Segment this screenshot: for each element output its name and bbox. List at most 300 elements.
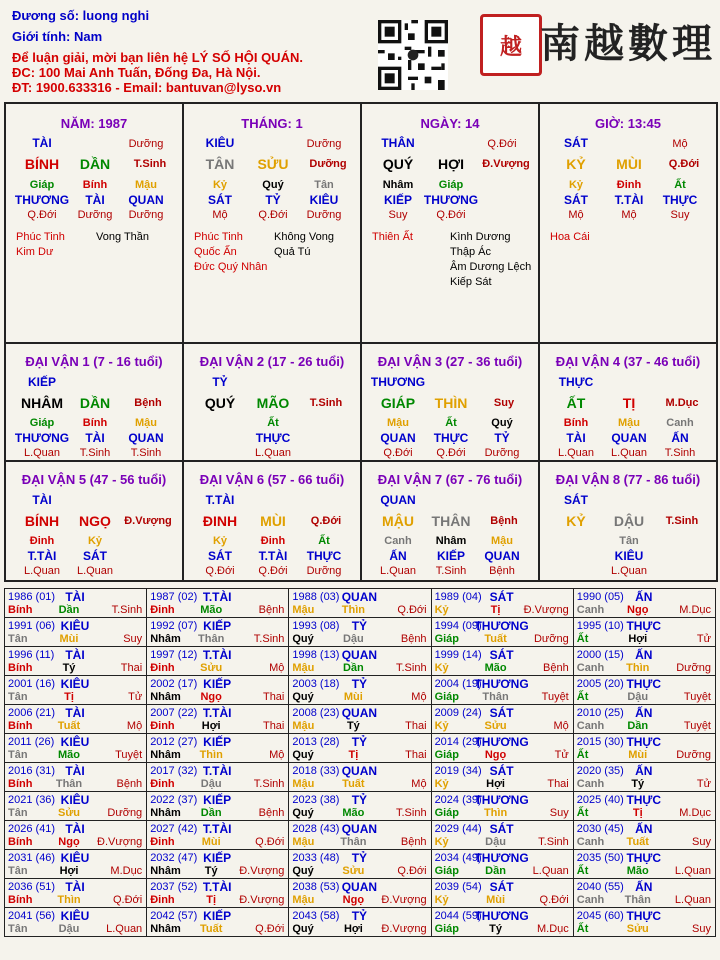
- year-label: 1988 (03): [292, 591, 340, 603]
- hidden-ts: L.Quan: [23, 565, 61, 577]
- year-row: [5, 908, 716, 937]
- hidden-ts: Mộ: [212, 209, 228, 221]
- year-star: THƯƠNG: [474, 851, 529, 865]
- dai-van-cell: [361, 343, 539, 461]
- year-cell: [431, 705, 573, 734]
- dai-van-title: ĐẠI VẬN 1 (7 - 16 tuổi): [25, 354, 163, 369]
- year-cell: [431, 589, 573, 618]
- year-stem: Nhâm: [150, 691, 181, 703]
- year-star: THỰC: [626, 619, 662, 633]
- pillar-title: NĂM: 1987: [60, 116, 128, 131]
- bad-star: Quả Tú: [274, 246, 311, 258]
- pillar-ts-branch: Dưỡng: [309, 158, 347, 170]
- hidden-ts: T.Sinh: [664, 447, 696, 459]
- year-label: 2022 (37): [150, 794, 198, 806]
- year-label: 2034 (49): [434, 852, 482, 864]
- good-star: Phúc Tinh: [16, 231, 65, 243]
- year-star: TỶ: [351, 677, 368, 691]
- year-label: 2017 (32): [150, 765, 198, 777]
- year-cell: [289, 589, 431, 618]
- year-cell: [5, 589, 147, 618]
- pillar-ts-branch: Q.Đới: [668, 158, 700, 170]
- year-label: 1992 (07): [150, 620, 198, 632]
- dai-van-star: SÁT: [564, 493, 588, 507]
- year-row: [5, 589, 716, 618]
- year-ts: L.Quan: [532, 865, 569, 877]
- hidden-stem: Kỷ: [212, 179, 228, 191]
- pillar-main-star: SÁT: [564, 136, 588, 150]
- year-ts: Suy: [692, 923, 711, 935]
- hidden-ts: L.Quan: [23, 447, 61, 459]
- dai-van-ts: Suy: [493, 397, 515, 409]
- year-row: [5, 618, 716, 647]
- hidden-ts: Q.Đới: [436, 209, 466, 221]
- hidden-star: TỶ: [494, 431, 510, 445]
- year-label: 2011 (26): [8, 736, 55, 748]
- year-label: 2009 (24): [434, 707, 482, 719]
- year-stem: Bính: [8, 720, 33, 732]
- year-label: 2033 (48): [292, 852, 340, 864]
- year-ts: Thai: [405, 720, 427, 732]
- year-cell: [147, 792, 289, 821]
- hidden-star: THỰC: [306, 549, 342, 563]
- hidden-star: KIẾP: [436, 549, 466, 563]
- year-branch: Tuất: [199, 923, 223, 935]
- year-stem: Đinh: [150, 894, 175, 906]
- dai-van-star: T.TÀI: [205, 493, 235, 507]
- year-cell: [147, 705, 289, 734]
- year-stem: Canh: [576, 778, 605, 790]
- bad-star: Kiếp Sát: [450, 276, 492, 288]
- year-ts: Bệnh: [543, 662, 569, 674]
- year-branch: Sửu: [200, 662, 223, 674]
- year-star: SÁT: [489, 706, 514, 720]
- year-stem: Kỷ: [434, 720, 449, 732]
- year-star: SÁT: [489, 590, 514, 604]
- year-cell: [147, 908, 289, 937]
- year-label: 2007 (22): [150, 707, 198, 719]
- year-branch: Mão: [626, 865, 649, 877]
- year-label: 1987 (02): [150, 591, 198, 603]
- dai-van-title: ĐẠI VẬN 7 (67 - 76 tuổi): [377, 472, 523, 487]
- year-label: 2040 (55): [576, 881, 624, 893]
- red-seal-stamp: 越: [480, 14, 542, 76]
- year-ts: Q.Đới: [539, 894, 569, 906]
- year-ts: Mộ: [269, 749, 285, 761]
- year-branch: Sửu: [57, 807, 81, 819]
- year-branch: Dậu: [58, 923, 80, 935]
- hidden-ts: T.Sinh: [79, 447, 111, 459]
- year-cell: [573, 792, 715, 821]
- hidden-star: ẤN: [389, 549, 407, 563]
- hidden-stem: Mậu: [491, 535, 513, 547]
- hidden-star: SÁT: [83, 549, 107, 563]
- hidden-star: T.TÀI: [614, 193, 644, 207]
- hidden-ts: Bệnh: [489, 565, 515, 577]
- year-cell: [289, 792, 431, 821]
- year-ts: Tử: [554, 749, 569, 761]
- year-label: 1996 (11): [8, 649, 55, 661]
- year-ts: Suy: [123, 633, 143, 645]
- year-stem: Ất: [576, 865, 589, 877]
- year-label: 2001 (16): [8, 678, 56, 690]
- hidden-stem: Đinh: [29, 535, 55, 547]
- year-star: QUAN: [341, 880, 378, 894]
- year-branch: Tuất: [484, 633, 507, 645]
- year-star: KIẾP: [203, 851, 232, 865]
- year-ts: Thai: [262, 720, 285, 732]
- year-label: 2005 (20): [576, 678, 624, 690]
- year-stem: Giáp: [434, 633, 460, 645]
- hidden-stem: Mậu: [135, 179, 157, 191]
- year-row: [5, 676, 716, 705]
- year-ts: L.Quan: [674, 894, 711, 906]
- pillar-branch: MÙI: [616, 156, 642, 172]
- pillar-cell: [539, 103, 717, 343]
- hidden-stem: Quý: [262, 179, 284, 191]
- year-stem: Giáp: [434, 923, 460, 935]
- year-ts: Bệnh: [400, 836, 427, 848]
- year-star: TỶ: [351, 851, 368, 865]
- hidden-stem: Canh: [384, 535, 412, 547]
- hidden-ts: Q.Đới: [258, 565, 288, 577]
- phone-email: ĐT: 1900.633316 - Email: bantuvan@lyso.vn: [12, 80, 282, 95]
- year-cell: [5, 618, 147, 647]
- year-label: 2016 (31): [8, 765, 56, 777]
- year-cell: [5, 647, 147, 676]
- year-branch: Mão: [342, 807, 365, 819]
- hidden-stem: Giáp: [29, 417, 55, 429]
- year-branch: Tý: [489, 923, 502, 935]
- year-star: THƯƠNG: [474, 909, 529, 923]
- dai-van-star: KIẾP: [27, 375, 57, 389]
- year-ts: Bệnh: [400, 633, 427, 645]
- year-stem: Ất: [576, 633, 589, 645]
- pillar-stem: TÂN: [205, 156, 235, 172]
- dai-van-ts: Q.Đới: [310, 515, 342, 527]
- good-star: Thiên Ất: [372, 231, 413, 243]
- dai-van-cell: [183, 343, 361, 461]
- year-cell: [573, 763, 715, 792]
- pillar-ts-branch: Đ.Vượng: [482, 158, 530, 170]
- year-star: KIẾP: [203, 677, 232, 691]
- year-ts: M.Dục: [679, 604, 711, 616]
- dai-van-stem: ĐINH: [202, 513, 238, 529]
- year-stem: Nhâm: [150, 749, 181, 761]
- year-stem: Quý: [292, 749, 314, 761]
- year-cell: [573, 908, 715, 937]
- hidden-ts: Dưỡng: [77, 209, 113, 221]
- year-stem: Mậu: [292, 720, 315, 732]
- year-star: TÀI: [65, 764, 85, 778]
- year-cell: [431, 792, 573, 821]
- year-ts: T.Sinh: [253, 778, 285, 790]
- hidden-ts: Suy: [388, 209, 408, 221]
- year-star: TỶ: [351, 619, 368, 633]
- year-stem: Bính: [8, 836, 33, 848]
- year-branch: Thìn: [341, 604, 365, 616]
- year-branch: Ngọ: [58, 836, 80, 848]
- year-stem: Kỷ: [434, 778, 449, 790]
- year-cell: [431, 821, 573, 850]
- year-star: ẤN: [635, 764, 653, 778]
- pillar-ts-top: Q.Đới: [487, 138, 517, 150]
- hidden-ts: L.Quan: [76, 565, 114, 577]
- hidden-star: SÁT: [564, 193, 588, 207]
- year-branch: Tị: [206, 894, 217, 906]
- year-cell: [431, 850, 573, 879]
- year-ts: Q.Đới: [397, 865, 427, 877]
- year-stem: Mậu: [292, 836, 315, 848]
- hidden-star: SÁT: [208, 193, 232, 207]
- year-cell: [289, 879, 431, 908]
- year-star: KIÊU: [60, 735, 90, 749]
- chart-main: [4, 102, 718, 582]
- year-label: 2025 (40): [576, 794, 624, 806]
- year-row: [5, 821, 716, 850]
- year-branch: Mùi: [628, 749, 648, 761]
- year-star: T.TÀI: [202, 706, 232, 720]
- dai-van-stem: QUÝ: [204, 395, 236, 411]
- pillar-cell: [361, 103, 539, 343]
- year-label: 2035 (50): [576, 852, 624, 864]
- year-star: T.TÀI: [202, 590, 232, 604]
- year-ts: Đ.Vượng: [381, 894, 427, 906]
- pillar-ts-top: Dưỡng: [306, 138, 342, 150]
- hidden-star: QUAN: [128, 193, 164, 207]
- year-ts: Tuyệt: [683, 720, 711, 732]
- year-stem: Giáp: [434, 807, 460, 819]
- year-stem: Nhâm: [150, 923, 181, 935]
- year-branch: Mùi: [343, 691, 363, 703]
- year-cell: [573, 734, 715, 763]
- hidden-ts: T.Sinh: [435, 565, 467, 577]
- year-stem: Tân: [8, 923, 28, 935]
- year-cell: [289, 647, 431, 676]
- hidden-stem: Mậu: [618, 417, 640, 429]
- year-ts: M.Dục: [679, 807, 711, 819]
- year-ts: M.Dục: [536, 923, 569, 935]
- pillar-ts-top: Mộ: [672, 138, 688, 150]
- year-cell: [147, 589, 289, 618]
- year-stem: Ất: [576, 691, 589, 703]
- year-cell: [5, 821, 147, 850]
- year-star: QUAN: [341, 590, 378, 604]
- year-branch: Tị: [348, 749, 359, 761]
- year-cell: [289, 763, 431, 792]
- year-label: 2023 (38): [292, 794, 340, 806]
- hidden-stem: Kỷ: [87, 535, 103, 547]
- hidden-ts: L.Quan: [610, 447, 648, 459]
- dai-van-star: TÀI: [32, 493, 52, 507]
- hidden-star: TÀI: [85, 193, 105, 207]
- year-star: THỰC: [626, 851, 662, 865]
- year-cell: [431, 908, 573, 937]
- year-branch: Tý: [631, 778, 645, 790]
- year-branch: Dần: [200, 807, 222, 819]
- year-branch: Tị: [632, 807, 643, 819]
- year-branch: Tý: [346, 720, 360, 732]
- hidden-star: THỰC: [255, 431, 291, 445]
- year-stem: Giáp: [434, 749, 460, 761]
- year-branch: Dậu: [342, 633, 364, 645]
- hidden-stem: Giáp: [29, 179, 55, 191]
- owner-name: Đương số: luong nghi: [12, 8, 150, 23]
- hidden-stem: Ất: [445, 417, 457, 429]
- year-branch: Tuất: [626, 836, 649, 848]
- year-cell: [573, 821, 715, 850]
- year-star: SÁT: [489, 648, 514, 662]
- year-branch: Mão: [484, 662, 507, 674]
- year-label: 2020 (35): [576, 765, 624, 777]
- dai-van-branch: DẦN: [79, 395, 111, 411]
- hidden-star: TÀI: [85, 431, 105, 445]
- year-ts: Đ.Vượng: [523, 604, 569, 616]
- year-ts: Mộ: [411, 691, 427, 703]
- year-branch: Thân: [55, 778, 83, 790]
- hidden-ts: T.Sinh: [130, 447, 162, 459]
- pillar-title: NGÀY: 14: [420, 116, 480, 131]
- year-cell: [147, 676, 289, 705]
- pillar-ts-branch: T.Sinh: [133, 158, 167, 170]
- dai-van-cell: [361, 461, 539, 581]
- year-stem: Canh: [576, 836, 605, 848]
- year-stem: Nhâm: [150, 633, 181, 645]
- year-label: 2043 (58): [292, 910, 340, 922]
- dai-van-stem: GIÁP: [380, 395, 416, 411]
- hidden-star: QUAN: [128, 431, 164, 445]
- year-stem: Bính: [8, 778, 33, 790]
- dai-van-ts: Bệnh: [490, 515, 518, 527]
- hidden-stem: Đinh: [616, 179, 642, 191]
- year-star: QUAN: [341, 706, 378, 720]
- dai-van-ts: M.Dục: [665, 397, 699, 409]
- year-label: 2045 (60): [576, 910, 624, 922]
- year-label: 2039 (54): [434, 881, 482, 893]
- hidden-star: SÁT: [208, 549, 232, 563]
- year-stem: Nhâm: [150, 865, 181, 877]
- year-branch: Ngọ: [342, 894, 365, 906]
- hidden-star: THỰC: [433, 431, 469, 445]
- year-branch: Dần: [342, 662, 364, 674]
- year-stem: Bính: [8, 604, 33, 616]
- year-cell: [431, 879, 573, 908]
- year-label: 2010 (25): [576, 707, 624, 719]
- hidden-ts: Dưỡng: [306, 565, 342, 577]
- year-star: TÀI: [65, 648, 85, 662]
- year-stem: Quý: [292, 807, 314, 819]
- year-branch: Tị: [490, 604, 501, 616]
- year-ts: L.Quan: [106, 923, 143, 935]
- header-info: [12, 8, 303, 95]
- year-label: 1993 (08): [292, 620, 340, 632]
- year-star: KIÊU: [60, 619, 90, 633]
- dai-van-title: ĐẠI VẬN 2 (17 - 26 tuổi): [199, 354, 345, 369]
- dai-van-cell: [5, 461, 183, 581]
- dai-van-ts: T.Sinh: [309, 397, 343, 409]
- dai-van-cell: [539, 461, 717, 581]
- year-ts: Suy: [549, 807, 569, 819]
- year-ts: Thai: [262, 691, 285, 703]
- hidden-stem: Kỷ: [212, 535, 228, 547]
- year-stem: Bính: [8, 894, 33, 906]
- year-star: THƯƠNG: [474, 619, 529, 633]
- year-stem: Quý: [292, 691, 314, 703]
- hidden-ts: Q.Đới: [27, 209, 57, 221]
- good-star: Đức Quý Nhân: [194, 261, 268, 273]
- year-branch: Thìn: [483, 807, 508, 819]
- year-label: 2044 (59): [434, 910, 482, 922]
- year-star: TỶ: [351, 793, 368, 807]
- year-row: [5, 705, 716, 734]
- hidden-ts: Q.Đới: [436, 447, 466, 459]
- year-label: 2002 (17): [150, 678, 198, 690]
- year-ts: Bệnh: [258, 604, 285, 616]
- hidden-ts: Mộ: [621, 209, 637, 221]
- year-label: 2018 (33): [292, 765, 340, 777]
- year-label: 2026 (41): [8, 823, 56, 835]
- year-stem: Quý: [292, 923, 314, 935]
- year-star: THỰC: [626, 677, 662, 691]
- dai-van-cell: [183, 461, 361, 581]
- hidden-stem: Bính: [563, 417, 589, 429]
- year-star: TÀI: [65, 880, 85, 894]
- year-branch: Dần: [627, 720, 649, 732]
- dai-van-stem: ẤT: [566, 395, 586, 411]
- year-branch: Sửu: [484, 720, 507, 732]
- pillar-stem: KỶ: [566, 156, 586, 172]
- hidden-star: QUAN: [484, 549, 520, 563]
- pillar-cell: [183, 103, 361, 343]
- year-stem: Tân: [8, 633, 28, 645]
- year-star: KIẾP: [203, 909, 232, 923]
- year-ts: Tuyệt: [115, 749, 143, 761]
- year-cell: [5, 676, 147, 705]
- year-star: ẤN: [635, 648, 653, 662]
- year-cell: [573, 879, 715, 908]
- year-ts: Mộ: [269, 662, 285, 674]
- pillar-title: GIỜ: 13:45: [594, 116, 661, 131]
- dai-van-branch: NGỌ: [79, 513, 111, 529]
- hidden-ts: L.Quan: [254, 447, 292, 459]
- dai-van-stem: BÍNH: [24, 513, 60, 529]
- year-branch: Hợi: [486, 778, 505, 790]
- hidden-stem: Bính: [82, 179, 108, 191]
- hidden-ts: Dưỡng: [484, 447, 520, 459]
- year-branch: Mùi: [486, 894, 506, 906]
- pillar-main-star: KIÊU: [205, 136, 235, 150]
- year-label: 2014 (29): [434, 736, 482, 748]
- year-branch: Dậu: [200, 778, 222, 790]
- year-cell: [147, 879, 289, 908]
- year-stem: Tân: [8, 865, 28, 877]
- good-star: Kim Dư: [16, 246, 54, 258]
- pillar-ts-top: Dưỡng: [128, 138, 164, 150]
- hidden-stem: Ất: [674, 179, 686, 191]
- bad-star: Âm Dương Lệch: [450, 261, 532, 273]
- hidden-star: QUAN: [611, 431, 647, 445]
- qr-code-icon: [378, 20, 448, 90]
- year-label: 1995 (10): [576, 620, 624, 632]
- year-ts: T.Sinh: [111, 604, 143, 616]
- year-branch: Tuất: [342, 778, 365, 790]
- year-ts: Tuyệt: [541, 691, 569, 703]
- year-label: 2012 (27): [150, 736, 198, 748]
- year-cell: [573, 676, 715, 705]
- year-label: 2030 (45): [576, 823, 624, 835]
- year-branch: Tuất: [57, 720, 81, 732]
- year-stem: Ất: [576, 807, 589, 819]
